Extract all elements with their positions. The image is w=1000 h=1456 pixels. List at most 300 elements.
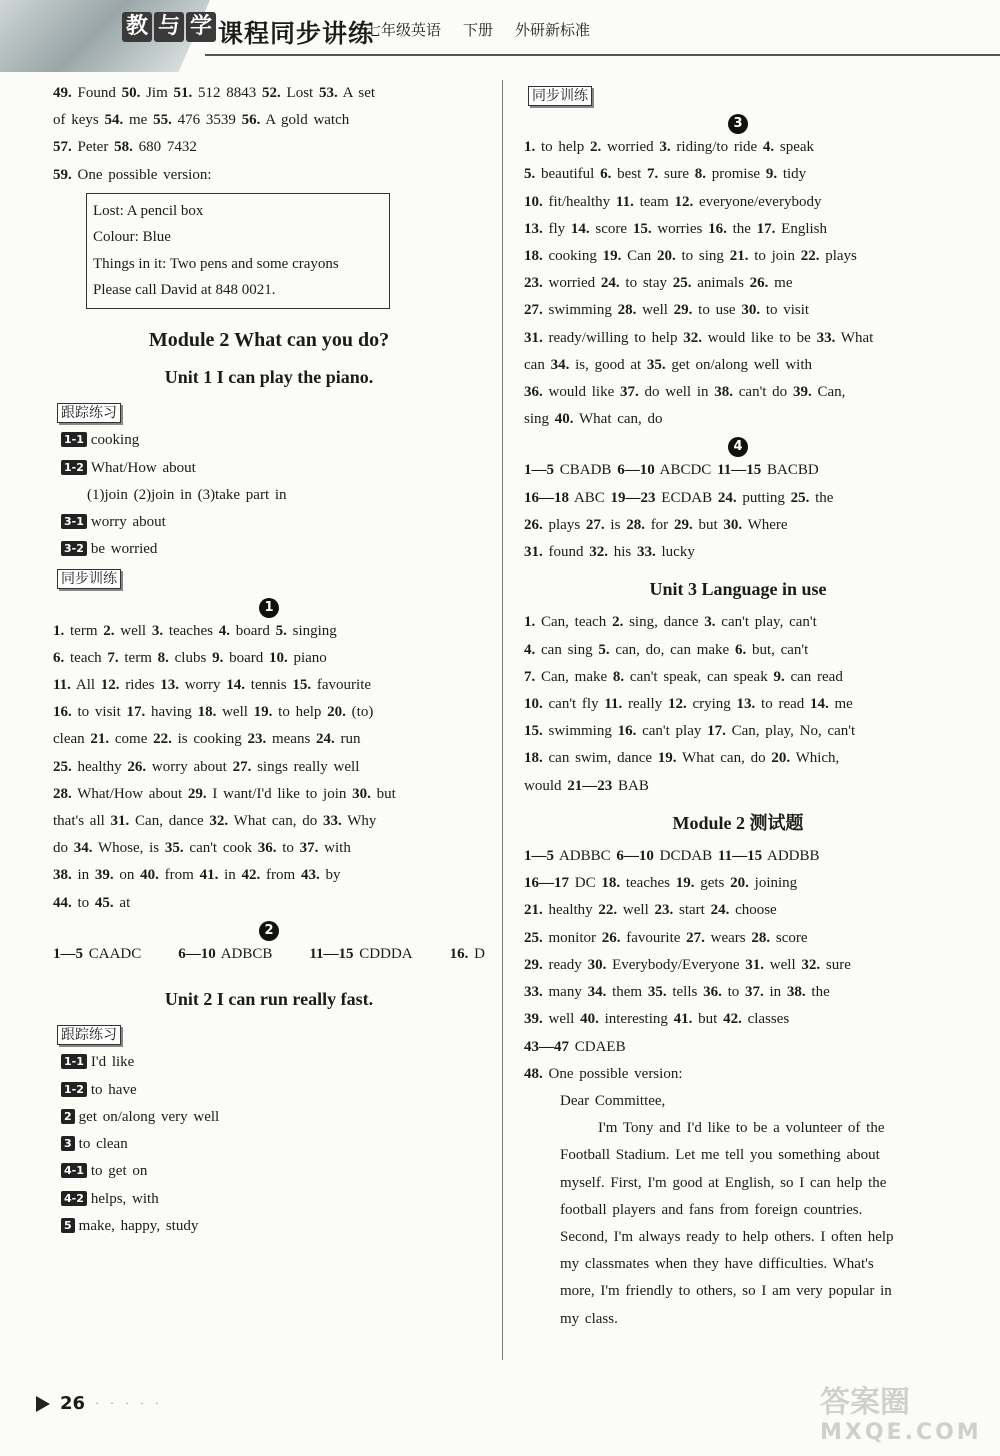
answer-line <box>524 637 952 664</box>
answer-number: 29. <box>187 785 207 802</box>
answer-text: by <box>325 867 341 884</box>
answer-item <box>95 895 130 911</box>
tracking-item <box>53 1213 485 1240</box>
answer-item <box>450 941 485 968</box>
answer-line <box>524 1006 952 1033</box>
answer-item <box>524 1066 682 1082</box>
answer-text: well <box>622 902 649 919</box>
answer-number: 32. <box>209 813 229 830</box>
tracking-item <box>53 1104 485 1131</box>
watermark-text: MXQE.COM <box>820 1420 982 1445</box>
answer-text: worries <box>657 220 703 237</box>
answer-line <box>524 406 952 433</box>
answer-item <box>571 221 627 237</box>
answer-item <box>620 384 709 400</box>
answer-text: I want/I'd like to join <box>212 785 347 802</box>
item-number-badge: 3-1 <box>61 514 87 529</box>
answer-number: 3. <box>659 139 671 156</box>
left-column <box>53 80 485 1240</box>
answer-item <box>589 544 631 560</box>
answer-text: promise <box>711 166 761 183</box>
answer-number: 8. <box>157 649 169 666</box>
answer-item <box>708 221 751 237</box>
answer-text: sings really well <box>257 758 360 775</box>
tracking-item <box>53 536 485 563</box>
answer-item <box>675 194 822 210</box>
answer-number: 26. <box>127 758 147 775</box>
answer-item <box>53 813 105 829</box>
answer-number: 33. <box>524 984 543 1001</box>
answer-item <box>637 544 695 560</box>
answer-item <box>200 867 236 883</box>
answer-number: 35. <box>164 840 184 857</box>
answer-text: to visit <box>765 302 810 319</box>
answer-text: them <box>612 984 643 1001</box>
answer-number: 22. <box>153 731 172 748</box>
answer-text: sing <box>524 411 550 428</box>
answer-line <box>524 379 952 406</box>
answer-number: 28. <box>626 516 645 533</box>
answer-number: 33. <box>637 544 656 561</box>
answer-text: sure <box>664 166 689 183</box>
answer-number: 6—10 <box>616 848 654 865</box>
letter-line: myself. First, I'm good at English, so I can help the <box>560 1174 887 1191</box>
answer-line <box>524 745 952 772</box>
answer-number: 37. <box>620 384 639 401</box>
answer-number: 36. <box>524 384 543 401</box>
answer-number: 11. <box>604 696 623 713</box>
answer-text: ADBBC <box>558 848 611 865</box>
answer-text: tidy <box>782 166 807 183</box>
answer-item <box>524 462 611 478</box>
item-number-badge: 4-2 <box>61 1191 87 1206</box>
answer-item <box>219 623 270 639</box>
logo-char: 与 <box>154 12 184 42</box>
letter-line: my classmates when they have difficulties. What's <box>560 1256 874 1273</box>
answer-line <box>53 754 485 781</box>
answer-number: 4. <box>524 641 536 658</box>
answer-number: 52. <box>262 85 281 101</box>
answer-line <box>524 979 952 1006</box>
answer-number: 39. <box>792 384 812 401</box>
answer-number: 9. <box>212 649 224 666</box>
answer-number: 20. <box>730 875 749 892</box>
answer-number: 29. <box>673 516 693 533</box>
answer-number: 38. <box>714 384 733 401</box>
answer-item <box>524 723 612 739</box>
answer-item <box>292 677 371 693</box>
tracking-text: worry about <box>90 514 166 531</box>
letter-line: football players and fans from foreign countries. <box>560 1201 863 1218</box>
answer-text: riding/to ride <box>676 139 758 156</box>
answer-line <box>53 162 485 189</box>
answer-item <box>316 731 361 747</box>
answer-item <box>258 840 294 856</box>
answer-number: 5. <box>524 166 536 183</box>
answer-number: 1—5 <box>524 462 554 479</box>
answer-item <box>674 1011 718 1027</box>
answer-number: 3. <box>151 622 164 639</box>
tracking-item <box>53 1131 485 1158</box>
answer-text: worry about <box>151 758 227 775</box>
notice-line: Please call David at 848 0021. <box>93 282 276 299</box>
answer-line <box>524 457 952 484</box>
answer-item <box>771 750 839 766</box>
answer-item <box>659 139 757 155</box>
answer-number: 42. <box>723 1011 742 1028</box>
answer-number: 2. <box>612 614 624 631</box>
answer-text: but, can't <box>751 641 809 658</box>
answer-item <box>618 302 668 318</box>
answer-number: 48. <box>524 1065 543 1082</box>
answer-item <box>209 813 317 829</box>
answer-line <box>524 243 952 270</box>
answer-text: with <box>324 840 351 857</box>
answer-text: but <box>698 516 718 533</box>
answer-item <box>704 614 816 630</box>
answer-number: 37. <box>745 984 764 1001</box>
answer-line <box>524 718 952 745</box>
answer-number: 13. <box>160 677 179 694</box>
answer-text: swimming <box>548 302 612 319</box>
answer-number: 10. <box>524 193 543 210</box>
answer-item <box>524 957 582 973</box>
answer-item <box>601 275 667 291</box>
answer-text: D <box>474 945 485 962</box>
answer-number: 26. <box>524 516 543 533</box>
answer-text: the <box>815 489 834 506</box>
answer-line <box>524 189 952 216</box>
answer-text: for <box>650 516 669 533</box>
answer-text: score <box>595 220 628 237</box>
answer-item <box>551 357 642 373</box>
tracking-item <box>53 482 485 509</box>
answer-number: 43—47 <box>524 1038 569 1055</box>
page-footer <box>36 1393 163 1414</box>
answer-number: 21. <box>729 248 749 265</box>
answer-text: All <box>75 677 96 694</box>
logo-char: 学 <box>186 12 216 42</box>
answer-number: 39. <box>524 1011 543 1028</box>
answer-number: 11—15 <box>309 945 354 962</box>
unit-title: Unit 2 I can run really fast. <box>164 989 374 1010</box>
answer-item <box>53 623 98 639</box>
section-tag-sync: 同步训练 <box>528 86 592 106</box>
answer-text: Which, <box>795 750 840 767</box>
answer-item <box>153 731 242 747</box>
answer-line <box>53 80 485 107</box>
answer-line <box>524 512 952 539</box>
answer-item <box>801 957 851 973</box>
answer-item <box>198 704 248 720</box>
answer-number: 8. <box>694 166 706 183</box>
answer-item <box>773 669 842 685</box>
answer-text: ADDBB <box>767 848 820 865</box>
answer-text: One possible version: <box>548 1065 683 1082</box>
answer-text: me <box>834 696 853 713</box>
arrow-icon <box>36 1396 50 1412</box>
answer-item <box>686 930 745 946</box>
answer-item <box>53 731 85 747</box>
answer-text: CDAEB <box>574 1038 626 1055</box>
answer-number: 53. <box>318 85 338 101</box>
answer-item <box>53 941 141 968</box>
answer-text: fit/healthy <box>548 193 611 210</box>
answer-block-module1 <box>53 80 485 189</box>
answer-text: well <box>769 956 796 973</box>
answer-item <box>524 696 599 712</box>
answer-text: Whose, is <box>97 840 160 857</box>
answer-line <box>524 897 952 924</box>
letter-line: Second, I'm always ready to help others. I often help <box>560 1228 894 1245</box>
answer-number: 30. <box>352 785 371 802</box>
tracking-text: to have <box>90 1081 137 1098</box>
answer-line <box>53 107 485 134</box>
answer-item <box>703 984 739 1000</box>
section-tag-tracking: 跟踪练习 <box>57 1025 121 1045</box>
answer-item <box>617 462 711 478</box>
answer-number: 6. <box>734 641 747 658</box>
answer-text: beautiful <box>541 166 595 183</box>
answer-item <box>737 696 805 712</box>
answer-number: 18. <box>197 704 217 721</box>
notice-line: Lost: A pencil box <box>93 202 204 219</box>
answer-text: speak <box>779 139 815 156</box>
answer-text: well <box>222 704 248 721</box>
tracking-text: get on/along very well <box>78 1108 220 1125</box>
answer-line <box>524 485 952 512</box>
item-number-badge: 1-2 <box>61 460 87 475</box>
answer-number: 21. <box>524 902 543 919</box>
item-number-badge: 1-2 <box>61 1082 87 1097</box>
right-column <box>524 80 952 1333</box>
answer-line <box>524 843 952 870</box>
answer-number: 31. <box>524 544 543 561</box>
answer-number: 15. <box>632 220 652 237</box>
answer-item <box>524 357 545 373</box>
answer-text: Found <box>77 85 116 101</box>
answer-text: means <box>271 731 311 748</box>
answer-item <box>53 677 95 693</box>
answer-text: choose <box>735 902 777 919</box>
answer-text: What/How about <box>77 785 183 802</box>
answer-item <box>107 650 152 666</box>
answer-item <box>524 930 596 946</box>
answer-number: 1—5 <box>53 945 83 962</box>
answer-number: 15. <box>524 723 543 740</box>
answer-text: fly <box>548 220 566 237</box>
answer-number: 23. <box>247 731 267 748</box>
answer-text: interesting <box>604 1011 668 1028</box>
answer-text: Can, teach <box>541 614 607 631</box>
answer-number: 7. <box>107 649 119 666</box>
answer-text: Everybody/Everyone <box>612 956 740 973</box>
answer-text: run <box>340 731 361 748</box>
answer-item <box>817 330 874 346</box>
answer-line <box>524 1061 952 1088</box>
answer-item <box>524 302 612 318</box>
answer-item <box>707 723 855 739</box>
answer-text: to use <box>698 302 736 319</box>
answer-number: 28. <box>53 785 72 802</box>
answer-text: ECDAB <box>661 489 713 506</box>
answer-item <box>53 167 211 183</box>
answer-line <box>53 672 485 699</box>
answer-number: 26. <box>601 929 621 946</box>
test-title: Module 2 测试题 <box>672 812 804 833</box>
answer-text: classes <box>747 1011 790 1028</box>
answer-text: 512 8843 <box>198 85 257 101</box>
answer-text: CDDDA <box>359 945 413 962</box>
answer-item <box>626 517 668 533</box>
answer-item <box>122 85 168 101</box>
answer-text: can sing <box>541 641 593 658</box>
answer-number: 13. <box>524 220 543 237</box>
answer-text: board <box>229 649 264 666</box>
answer-text: in <box>224 867 236 884</box>
answer-item <box>676 875 725 891</box>
tracking-item <box>53 1158 485 1185</box>
answer-number: 25. <box>672 275 692 292</box>
answer-item <box>555 411 663 427</box>
answer-text: ABC <box>573 489 605 506</box>
answer-number: 18. <box>601 875 621 892</box>
unit-title: Unit 1 I can play the piano. <box>164 367 374 388</box>
answer-text: One possible version: <box>77 166 212 183</box>
answer-text: healthy <box>77 758 122 775</box>
answer-item <box>188 786 347 802</box>
tracking-item <box>53 1049 485 1076</box>
answer-number: 16—17 <box>524 875 569 892</box>
answer-item <box>165 840 252 856</box>
answer-text: ready/willing to help <box>548 329 678 346</box>
answer-item <box>212 650 263 666</box>
answer-text: can't do <box>738 384 788 401</box>
answer-item <box>648 984 698 1000</box>
answer-number: 24. <box>717 489 737 506</box>
answer-line <box>53 618 485 645</box>
answer-text: CAADC <box>88 945 142 962</box>
answer-number: 1—5 <box>524 848 554 865</box>
answer-number: 5. <box>598 641 610 658</box>
answer-item <box>766 166 806 182</box>
answer-text: term <box>70 622 98 639</box>
letter-salutation: Dear Committee, <box>560 1092 666 1109</box>
answer-item <box>524 1039 626 1055</box>
answer-number: 36. <box>703 984 722 1001</box>
answer-text: but <box>698 1011 718 1028</box>
item-number-badge: 5 <box>61 1218 75 1233</box>
answer-item <box>616 194 669 210</box>
answer-number: 5. <box>275 622 287 639</box>
answer-text: can read <box>790 668 843 685</box>
answer-number: 17. <box>707 723 726 740</box>
answer-number: 41. <box>673 1011 693 1028</box>
volume-label: 下册 <box>463 21 494 39</box>
answer-number: 24. <box>710 902 730 919</box>
answer-line <box>524 352 952 379</box>
answer-item <box>588 957 740 973</box>
answer-item <box>657 248 724 264</box>
answer-text: What <box>840 329 874 346</box>
answer-item <box>301 867 341 883</box>
answer-item <box>524 194 610 210</box>
tracking-text: cooking <box>90 432 140 449</box>
answer-text: (to) <box>351 704 374 721</box>
answer-item <box>323 813 376 829</box>
answer-number: 6—10 <box>617 462 655 479</box>
answer-number: 42. <box>241 867 261 884</box>
answer-text: favourite <box>316 677 372 694</box>
answer-number: 24. <box>600 275 620 292</box>
answer-item <box>674 302 736 318</box>
answer-block-section1 <box>53 618 485 917</box>
answer-line <box>524 325 952 352</box>
answer-text: can't play, can't <box>721 614 817 631</box>
answer-number: 19. <box>253 704 273 721</box>
answer-text: Can <box>627 248 652 265</box>
answer-number: 16. <box>617 723 637 740</box>
answer-number: 13. <box>736 696 756 713</box>
answer-item <box>718 848 820 864</box>
answer-text: can't cook <box>189 840 252 857</box>
answer-line <box>524 216 952 243</box>
answer-number: 1. <box>53 622 65 639</box>
answer-text: English <box>781 220 827 237</box>
answer-item <box>53 759 122 775</box>
answer-text: BAB <box>618 777 649 794</box>
answer-item <box>226 677 286 693</box>
answer-number: 16—18 <box>524 489 569 506</box>
answer-item <box>105 112 148 128</box>
answer-item <box>751 930 807 946</box>
answer-text: Can, make <box>541 668 608 685</box>
answer-item <box>590 139 654 155</box>
answer-text: Can, dance <box>135 813 204 830</box>
answer-item <box>745 957 795 973</box>
answer-text: putting <box>742 489 785 506</box>
answer-item <box>588 984 643 1000</box>
watermark-text: 答案圈 <box>820 1385 910 1420</box>
letter-line: Football Stadium. Let me tell you something about <box>560 1147 880 1164</box>
tracking-text: I'd like <box>90 1054 135 1071</box>
answer-text: me <box>129 112 148 129</box>
answer-item <box>616 848 712 864</box>
answer-number: 35. <box>646 356 666 373</box>
answer-item <box>178 941 272 968</box>
answer-item <box>524 984 582 1000</box>
answer-text: Why <box>347 813 377 830</box>
answer-text: to help <box>278 704 322 721</box>
answer-item <box>524 614 606 630</box>
answer-text: team <box>639 193 669 210</box>
answer-item <box>613 669 768 685</box>
letter-line: I'm Tony and I'd like to be a volunteer of the <box>598 1120 885 1137</box>
answer-line <box>524 161 952 188</box>
answer-text: is, good at <box>575 356 642 373</box>
answer-number: 11—15 <box>717 848 763 865</box>
answer-text: his <box>613 544 632 561</box>
answer-number: 58. <box>114 139 133 156</box>
answer-number: 38. <box>786 984 806 1001</box>
answer-line <box>53 862 485 889</box>
letter-line: my class. <box>560 1310 618 1327</box>
answer-line <box>53 726 485 753</box>
answer-item <box>53 867 89 883</box>
page-header <box>0 0 1000 68</box>
answer-number: 57. <box>53 139 72 156</box>
answer-text: at <box>119 894 131 911</box>
